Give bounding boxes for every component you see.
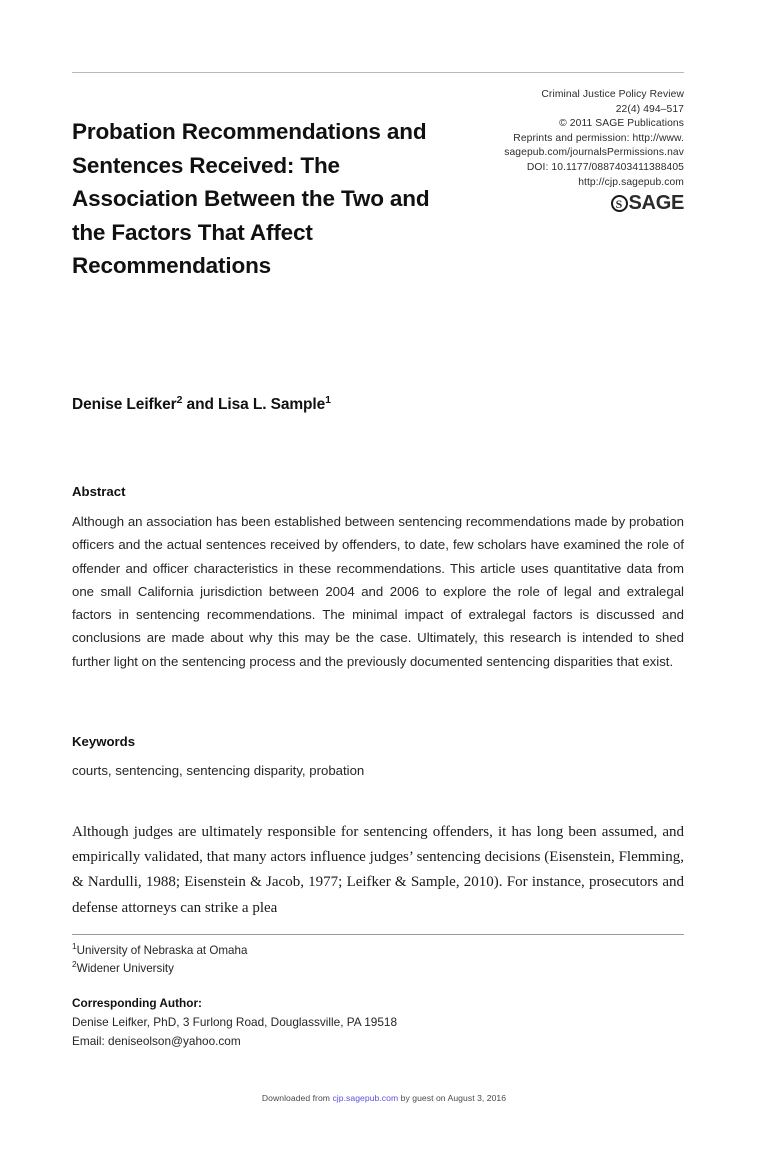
- abstract-text: Although an association has been established between sentencing recommendations made by probation officers and the actual sentences received by offenders, to date, few scholars have examined the role of offender and officer characteristics in these recommendations. This article uses quantitative data from one small California jurisdiction between 2004 and 2006 to explore the role of legal and extralegal factors in sentencing recommendations. The minimal impact of extralegal factors is discussed and conclusions are made about why this may be the case. Ultimately, this research is intended to shed further light on the sentencing process and the previously documented sentencing disparities that exist.: [72, 514, 684, 669]
- download-suffix: by guest on August 3, 2016: [398, 1093, 507, 1103]
- author-2-affiliation-marker: 1: [325, 393, 331, 406]
- journal-name: Criminal Justice Policy Review: [541, 89, 684, 100]
- sage-wordmark: SAGE: [628, 192, 684, 215]
- download-source-link[interactable]: cjp.sagepub.com: [332, 1093, 399, 1103]
- corresponding-author-heading: Corresponding Author:: [72, 996, 202, 1010]
- author-2-name: Lisa L. Sample: [218, 396, 326, 413]
- reprints-line-2: sagepub.com/journalsPermissions.nav: [504, 147, 684, 159]
- affiliation-2: [72, 960, 684, 978]
- abstract-heading: Abstract: [72, 484, 126, 499]
- header-divider: [72, 72, 684, 73]
- corresponding-author-address: Denise Leifker, PhD, 3 Furlong Road, Douglassville, PA 19518: [72, 1015, 398, 1029]
- corresponding-author-email: Email: deniseolson@yahoo.com: [72, 1033, 241, 1048]
- volume-issue-pages: 22(4) 494–517: [615, 103, 684, 115]
- footnote-divider: [72, 934, 684, 935]
- corresponding-author-details: [72, 1013, 684, 1050]
- affiliation-notes: [72, 942, 684, 977]
- keywords-text: courts, sentencing, sentencing disparity, probation: [72, 763, 365, 778]
- affiliation-2-marker: 2: [72, 958, 77, 969]
- journal-url: http://cjp.sagepub.com: [578, 176, 684, 188]
- affiliation-1: [72, 942, 684, 960]
- author-1-name: Denise Leifker: [72, 396, 177, 413]
- affiliation-1-marker: 1: [72, 941, 77, 952]
- author-1-affiliation-marker: 2: [176, 393, 183, 406]
- keywords-heading: Keywords: [72, 734, 136, 749]
- affiliation-2-text: Widener University: [76, 961, 174, 975]
- page-title: Probation Recommendations and Sentences Received: The Association Between the Two and the Factors That Affect Recommendations: [72, 119, 430, 279]
- author-list: [72, 393, 684, 414]
- download-footer: [0, 1093, 768, 1103]
- doi-line: DOI: 10.1177/0887403411388405: [526, 161, 684, 173]
- author-conjunction: and: [182, 396, 219, 413]
- copyright-line: © 2011 SAGE Publications: [559, 118, 684, 130]
- reprints-line-1: Reprints and permission: http://www.: [513, 132, 684, 144]
- body-paragraph: Although judges are ultimately responsible for sentencing offenders, it has long been assumed, and empirically validated, that many actors influence judges’ sentencing decisions (Eisenstein, Flemming, & Nardulli, 1988; Eisenstein & Jacob, 1977; Leifker & Sample, 2010). For instance, prosecutors and defense attorneys can strike a plea: [72, 824, 684, 916]
- download-prefix: Downloaded from: [261, 1093, 333, 1103]
- sage-circle-icon: S: [611, 195, 628, 212]
- affiliation-1-text: University of Nebraska at Omaha: [76, 944, 248, 957]
